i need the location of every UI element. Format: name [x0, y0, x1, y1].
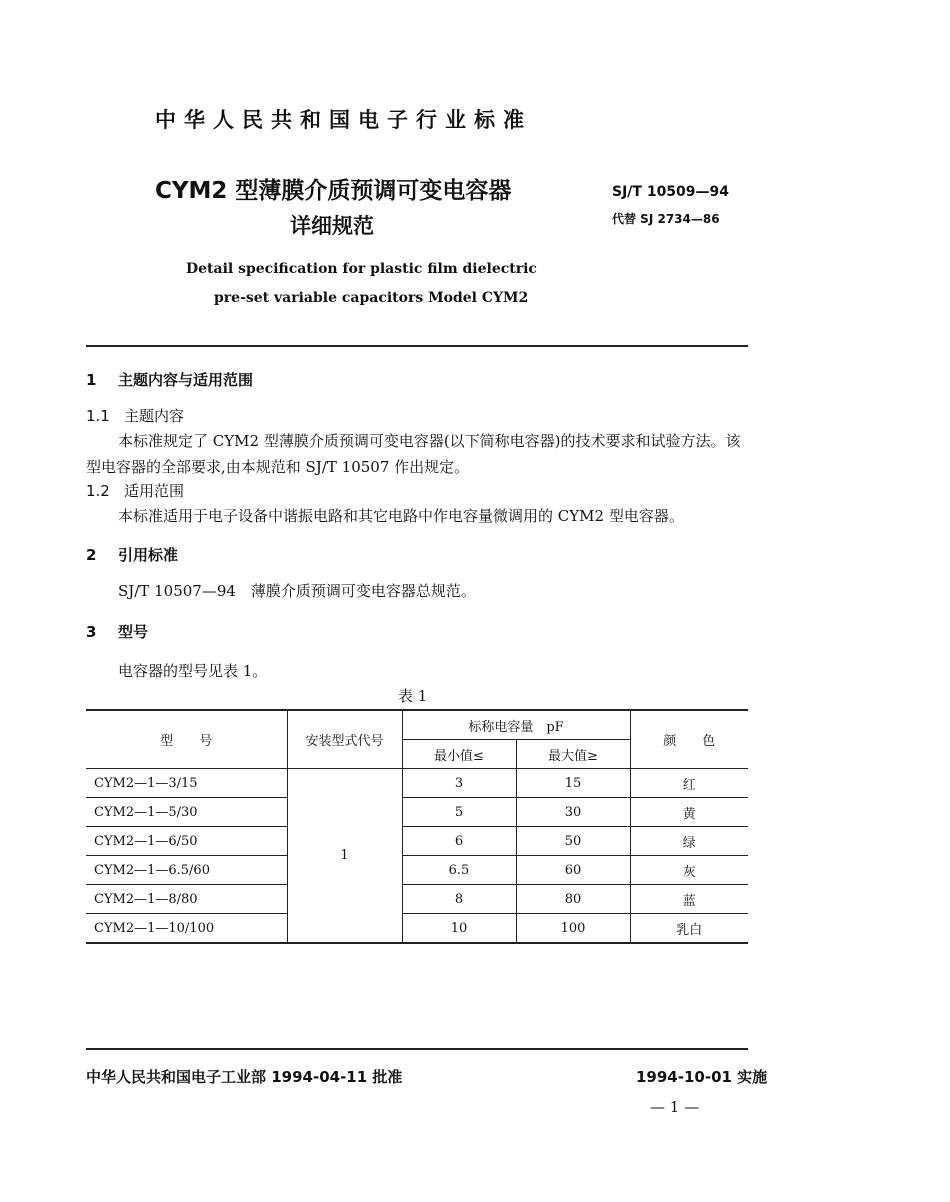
- replaces-note: 代替 SJ 2734—86: [612, 212, 720, 226]
- table-row: [86, 914, 748, 944]
- section-3-text: 电容器的型号见表 1。: [118, 662, 268, 680]
- section-2-text: SJ/T 10507—94 薄膜介质预调可变电容器总规范。: [118, 582, 476, 600]
- section-number: 1: [86, 371, 97, 389]
- approval-note: 中华人民共和国电子工业部 1994-04-11 批准: [86, 1068, 403, 1086]
- capacitor-model-table: [86, 709, 748, 944]
- cell-color: 蓝: [630, 885, 748, 914]
- section-3-heading: [86, 621, 148, 642]
- cell-model: CYM2—1—3/15: [86, 769, 287, 798]
- section-number: 3: [86, 623, 97, 641]
- cell-max: 30: [516, 798, 630, 827]
- effective-date: 1994-10-01 实施: [636, 1068, 768, 1086]
- cell-max: 100: [516, 914, 630, 944]
- cell-min: 10: [402, 914, 516, 944]
- cell-color: 黄: [630, 798, 748, 827]
- section-1-2-text: 本标准适用于电子设备中谐振电路和其它电路中作电容量微调用的 CYM2 型电容器。: [118, 507, 684, 525]
- section-1-heading: [86, 369, 253, 390]
- cell-min: 5: [402, 798, 516, 827]
- header-model: 型 号: [86, 710, 287, 769]
- section-1-1-text: 本标准规定了 CYM2 型薄膜介质预调可变电容器(以下简称电容器)的技术要求和试验方法。该型电容器的全部要求,由本规范和 SJ/T 10507 作出规定。: [86, 432, 741, 476]
- cell-model: CYM2—1—6.5/60: [86, 856, 287, 885]
- section-title: 引用标准: [118, 546, 179, 564]
- header-color: 颜 色: [630, 710, 748, 769]
- cell-max: 80: [516, 885, 630, 914]
- table-row: [86, 769, 748, 798]
- cell-model: CYM2—1—8/80: [86, 885, 287, 914]
- section-1-1-heading: [86, 405, 184, 426]
- section-title: 主题内容与适用范围: [118, 371, 254, 389]
- section-title: 适用范围: [124, 482, 185, 500]
- section-title: 型号: [118, 623, 149, 641]
- cell-model: CYM2—1—10/100: [86, 914, 287, 944]
- footer-divider: [86, 1048, 748, 1050]
- standard-code: SJ/T 10509—94: [612, 184, 730, 200]
- section-number: 2: [86, 546, 97, 564]
- cell-mount-code: 1: [287, 769, 402, 944]
- cell-model: CYM2—1—5/30: [86, 798, 287, 827]
- english-title-line-1: Detail specification for plastic film dielectric: [186, 261, 537, 277]
- table-row: [86, 856, 748, 885]
- english-title-line-2: pre-set variable capacitors Model CYM2: [214, 290, 529, 306]
- section-1-2-heading: [86, 480, 184, 501]
- cell-min: 8: [402, 885, 516, 914]
- header-max: 最大值≥: [516, 740, 630, 769]
- cell-min: 3: [402, 769, 516, 798]
- table-caption: 表 1: [398, 687, 428, 705]
- page-number: — 1 —: [650, 1098, 700, 1116]
- cell-min: 6: [402, 827, 516, 856]
- cell-color: 绿: [630, 827, 748, 856]
- table-row: [86, 827, 748, 856]
- header-mount-code: 安装型式代号: [287, 710, 402, 769]
- cell-color: 灰: [630, 856, 748, 885]
- header-divider: [86, 345, 748, 347]
- header-min: 最小值≤: [402, 740, 516, 769]
- standard-title: 中华人民共和国电子行业标准: [155, 108, 532, 132]
- cell-model: CYM2—1—6/50: [86, 827, 287, 856]
- header-capacitance: 标称电容量 pF: [402, 710, 630, 740]
- cell-max: 15: [516, 769, 630, 798]
- section-number: 1.1: [86, 407, 110, 425]
- table-row: [86, 798, 748, 827]
- document-title: CYM2 型薄膜介质预调可变电容器: [155, 178, 512, 204]
- cell-color: 红: [630, 769, 748, 798]
- cell-color: 乳白: [630, 914, 748, 944]
- cell-max: 50: [516, 827, 630, 856]
- section-number: 1.2: [86, 482, 110, 500]
- section-2-heading: [86, 544, 178, 565]
- cell-max: 60: [516, 856, 630, 885]
- cell-min: 6.5: [402, 856, 516, 885]
- table-row: [86, 885, 748, 914]
- document-subtitle: 详细规范: [290, 214, 374, 238]
- section-title: 主题内容: [124, 407, 185, 425]
